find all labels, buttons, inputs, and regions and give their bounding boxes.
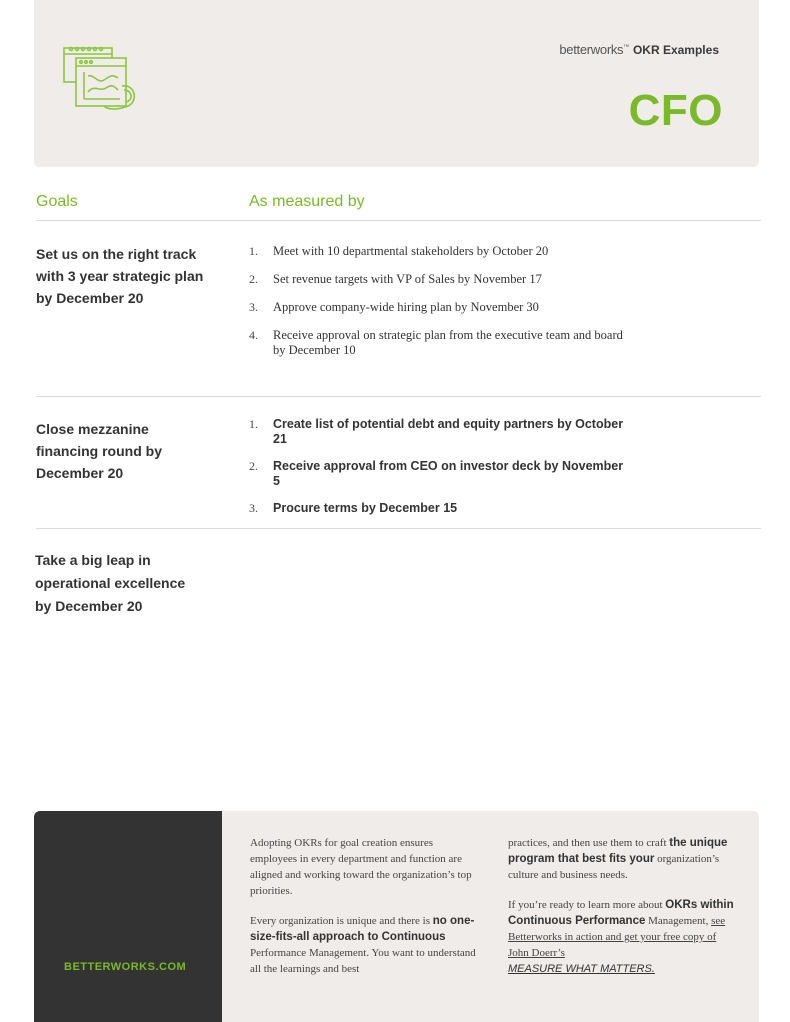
footer-brand-panel <box>34 811 222 1022</box>
footer-panel <box>34 811 759 1022</box>
goals-column-header: Goals <box>36 193 78 210</box>
footer-paragraph: If you’re ready to learn more about OKRs within Continuous Performance Management, see Betterworks in action and get your free copy of John Doerr’s MEASURE WHAT MATTERS. <box>508 899 734 975</box>
footer-text-right <box>508 835 738 991</box>
key-result: 3. Procure terms by December 15 <box>249 501 458 515</box>
role-title: CFO <box>628 86 723 135</box>
key-result: 1. Create list of potential debt and equity partners by October 21 <box>249 417 624 446</box>
key-result: 4. Receive approval on strategic plan from the executive team and board by December 10 <box>249 328 623 357</box>
footer-paragraph: Adopting OKRs for goal creation ensures employees in every department and function are aligned and working toward the organization’s top priorities. <box>250 837 472 897</box>
footer-text-left <box>250 835 480 991</box>
key-results-list <box>249 244 629 371</box>
key-result: 3. Approve company-wide hiring plan by November 30 <box>249 300 539 314</box>
divider <box>36 528 761 529</box>
demo-link[interactable]: see Betterworks in action and get your free copy of John Doerr’s <box>508 915 726 959</box>
book-link[interactable]: MEASURE WHAT MATTERS. <box>508 963 655 975</box>
header-banner <box>34 0 759 167</box>
divider <box>36 220 761 221</box>
goal-title: Set us on the right track with 3 year strategic plan by December 20 <box>36 246 204 306</box>
goal-title: Take a big leap in operational excellence by December 20 <box>35 552 186 614</box>
brand-logo: betterworks™ <box>559 42 629 57</box>
key-results-list <box>249 417 629 528</box>
key-result: 2. Receive approval from CEO on investor deck by November 5 <box>249 459 624 488</box>
divider <box>36 396 761 397</box>
chart-document-icon <box>62 44 142 114</box>
website-link[interactable]: BETTERWORKS.COM <box>64 961 187 973</box>
footer-paragraph: Every organization is unique and there is no one-size-fits-all approach to Continuous Performance Management. You want to understand all the learnings and best <box>250 915 476 975</box>
goal-title: Close mezzanine financing round by December 20 <box>36 421 162 481</box>
key-result: 2. Set revenue targets with VP of Sales by November 17 <box>249 272 542 286</box>
measured-by-column-header: As measured by <box>249 193 365 210</box>
brand-line <box>559 42 719 57</box>
key-result: 1. Meet with 10 departmental stakeholders by October 20 <box>249 244 549 258</box>
footer-paragraph: practices, and then use them to craft the unique program that best fits your organization’s culture and business needs. <box>508 837 728 881</box>
doc-title: OKR Examples <box>632 43 719 57</box>
